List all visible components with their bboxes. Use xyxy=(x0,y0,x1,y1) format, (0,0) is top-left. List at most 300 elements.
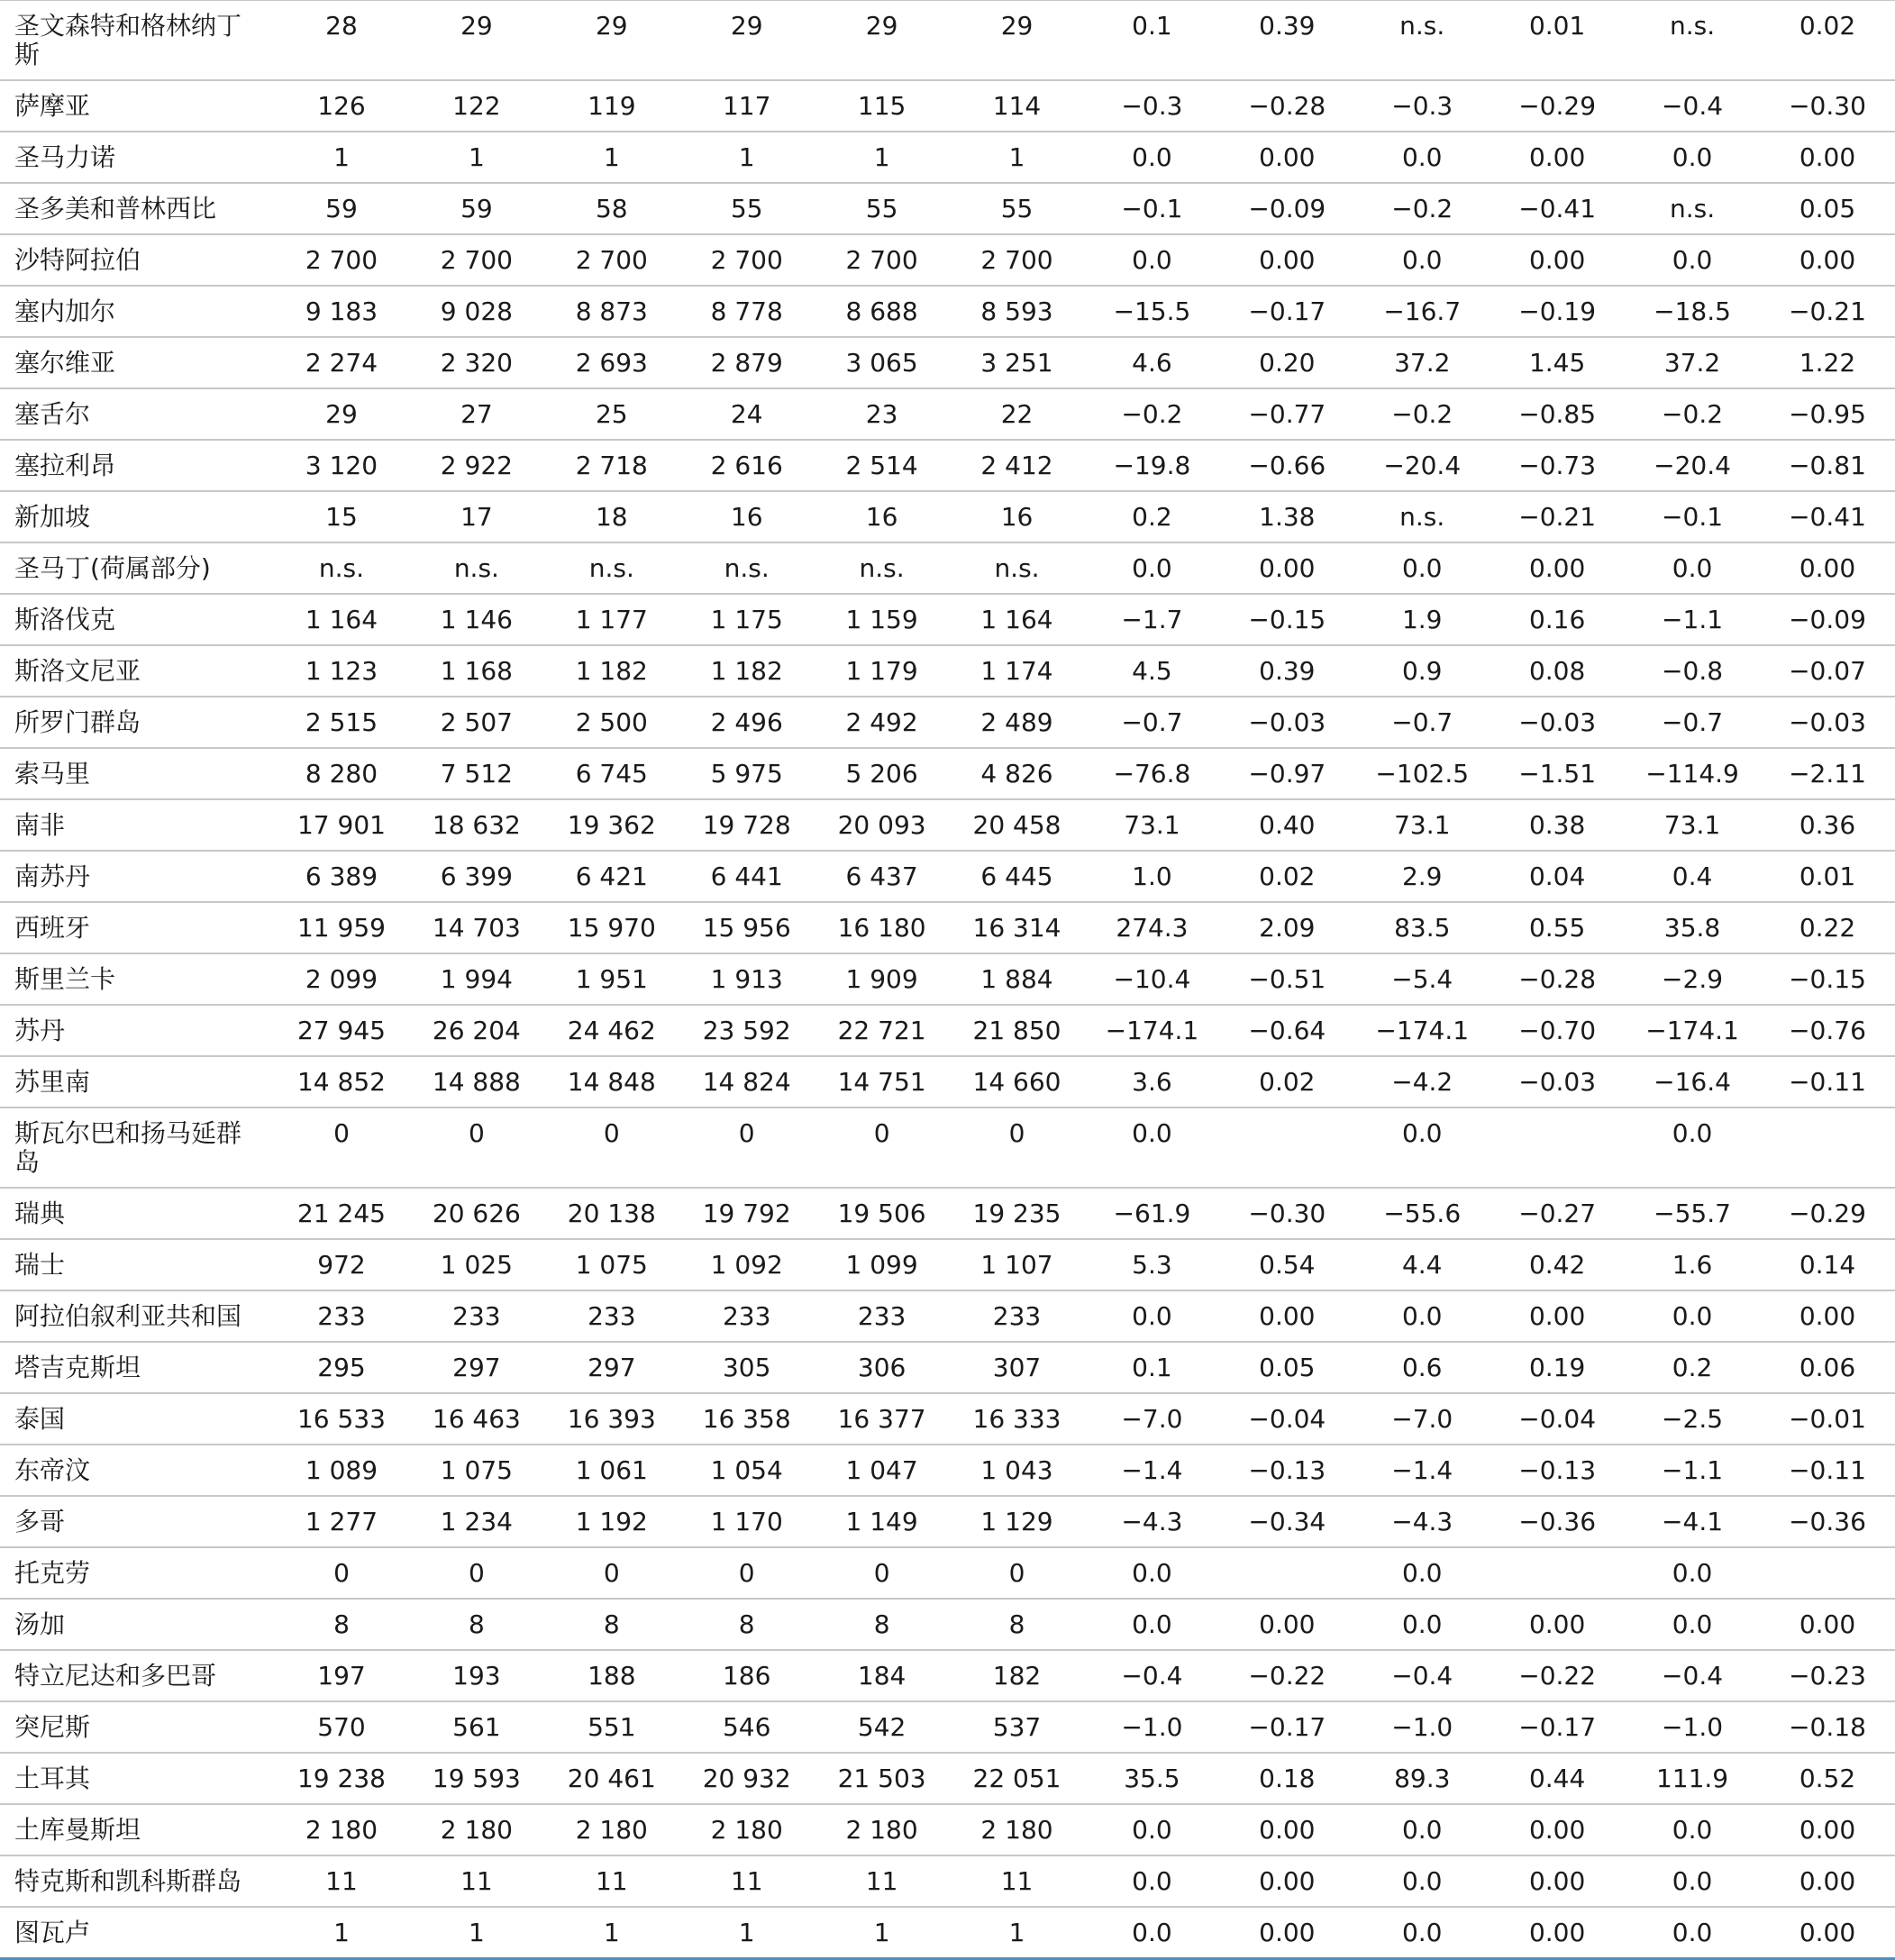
country-name-cell: 新加坡 xyxy=(0,491,274,542)
country-name-cell: 圣文森特和格林纳丁斯 xyxy=(0,1,274,81)
value-cell: −0.19 xyxy=(1490,286,1625,337)
country-name-cell: 托克劳 xyxy=(0,1547,274,1599)
value-cell: 0.02 xyxy=(1760,1,1895,81)
value-cell: −0.7 xyxy=(1625,697,1760,748)
value-cell: 274.3 xyxy=(1084,902,1219,953)
value-cell: 0.0 xyxy=(1625,1290,1760,1342)
value-cell: 1.22 xyxy=(1760,337,1895,388)
value-cell: 188 xyxy=(544,1650,679,1701)
value-cell: −1.1 xyxy=(1625,594,1760,645)
value-cell xyxy=(1760,1108,1895,1188)
table-row xyxy=(0,1290,1895,1342)
value-cell: 0.08 xyxy=(1490,645,1625,697)
value-cell: 0.6 xyxy=(1354,1342,1490,1393)
value-cell: −0.2 xyxy=(1354,183,1490,234)
value-cell: 197 xyxy=(274,1650,409,1701)
value-cell: 16 314 xyxy=(950,902,1085,953)
value-cell: −0.17 xyxy=(1219,286,1354,337)
value-cell: −1.0 xyxy=(1084,1701,1219,1753)
value-cell: 6 445 xyxy=(950,851,1085,902)
value-cell: n.s. xyxy=(274,542,409,594)
country-name-cell: 索马里 xyxy=(0,748,274,799)
country-name-cell: 特克斯和凯科斯群岛 xyxy=(0,1855,274,1907)
table-row xyxy=(0,183,1895,234)
value-cell: 5 206 xyxy=(815,748,950,799)
value-cell: 16 180 xyxy=(815,902,950,953)
value-cell: 2 700 xyxy=(950,234,1085,286)
value-cell: 1 123 xyxy=(274,645,409,697)
value-cell: 119 xyxy=(544,80,679,132)
table-row xyxy=(0,1056,1895,1108)
value-cell: −1.4 xyxy=(1084,1445,1219,1496)
value-cell: 0.0 xyxy=(1084,1907,1219,1959)
value-cell: 1 xyxy=(815,132,950,183)
value-cell: 184 xyxy=(815,1650,950,1701)
country-name-cell: 汤加 xyxy=(0,1599,274,1650)
value-cell: 8 873 xyxy=(544,286,679,337)
value-cell: 6 421 xyxy=(544,851,679,902)
value-cell: 0 xyxy=(950,1547,1085,1599)
value-cell: 2 700 xyxy=(544,234,679,286)
value-cell: 0.39 xyxy=(1219,645,1354,697)
value-cell: 0.0 xyxy=(1354,542,1490,594)
value-cell: 1 075 xyxy=(544,1239,679,1290)
value-cell: 1 159 xyxy=(815,594,950,645)
value-cell: 0.2 xyxy=(1625,1342,1760,1393)
country-name-cell: 斯洛伐克 xyxy=(0,594,274,645)
value-cell: 307 xyxy=(950,1342,1085,1393)
value-cell: 0.00 xyxy=(1760,1804,1895,1855)
value-cell: 111.9 xyxy=(1625,1753,1760,1804)
value-cell: 0.00 xyxy=(1490,1290,1625,1342)
value-cell: 83.5 xyxy=(1354,902,1490,953)
value-cell: 0.00 xyxy=(1490,1599,1625,1650)
value-cell: 8 280 xyxy=(274,748,409,799)
table-row xyxy=(0,1701,1895,1753)
country-name-cell: 斯里兰卡 xyxy=(0,953,274,1005)
country-name-cell: 萨摩亚 xyxy=(0,80,274,132)
value-cell: 15 xyxy=(274,491,409,542)
value-cell: 1 909 xyxy=(815,953,950,1005)
value-cell: −2.11 xyxy=(1760,748,1895,799)
value-cell: 14 703 xyxy=(409,902,544,953)
country-name-cell: 苏丹 xyxy=(0,1005,274,1056)
value-cell: 1 092 xyxy=(679,1239,815,1290)
value-cell: 233 xyxy=(815,1290,950,1342)
value-cell: 0.0 xyxy=(1625,1855,1760,1907)
value-cell: 1 129 xyxy=(950,1496,1085,1547)
value-cell: 20 093 xyxy=(815,799,950,851)
value-cell: 23 592 xyxy=(679,1005,815,1056)
table-row xyxy=(0,1907,1895,1959)
value-cell: 1 174 xyxy=(950,645,1085,697)
table-row xyxy=(0,851,1895,902)
value-cell: −0.04 xyxy=(1490,1393,1625,1445)
value-cell: 16 533 xyxy=(274,1393,409,1445)
value-cell: 1 089 xyxy=(274,1445,409,1496)
value-cell: 2 507 xyxy=(409,697,544,748)
country-name-cell: 塞尔维亚 xyxy=(0,337,274,388)
value-cell: 0.20 xyxy=(1219,337,1354,388)
value-cell: 0.00 xyxy=(1760,234,1895,286)
value-cell: −102.5 xyxy=(1354,748,1490,799)
country-name-cell: 突尼斯 xyxy=(0,1701,274,1753)
value-cell: −7.0 xyxy=(1084,1393,1219,1445)
value-cell: 0.00 xyxy=(1760,132,1895,183)
country-name-cell: 西班牙 xyxy=(0,902,274,953)
value-cell: 5 975 xyxy=(679,748,815,799)
value-cell: 9 183 xyxy=(274,286,409,337)
value-cell: −0.17 xyxy=(1219,1701,1354,1753)
value-cell: 19 235 xyxy=(950,1188,1085,1239)
value-cell: 0.0 xyxy=(1625,1547,1760,1599)
value-cell: 0.0 xyxy=(1084,1547,1219,1599)
value-cell: −0.27 xyxy=(1490,1188,1625,1239)
value-cell: 1 043 xyxy=(950,1445,1085,1496)
value-cell: 537 xyxy=(950,1701,1085,1753)
value-cell: 1 047 xyxy=(815,1445,950,1496)
table-row xyxy=(0,1650,1895,1701)
value-cell: 0.4 xyxy=(1625,851,1760,902)
value-cell: n.s. xyxy=(409,542,544,594)
value-cell: −76.8 xyxy=(1084,748,1219,799)
value-cell: 2.9 xyxy=(1354,851,1490,902)
value-cell: −0.29 xyxy=(1490,80,1625,132)
value-cell: −0.66 xyxy=(1219,440,1354,491)
value-cell: 23 xyxy=(815,388,950,440)
value-cell: 89.3 xyxy=(1354,1753,1490,1804)
value-cell: 1 164 xyxy=(274,594,409,645)
value-cell: 8 778 xyxy=(679,286,815,337)
value-cell: −174.1 xyxy=(1354,1005,1490,1056)
value-cell: 1 168 xyxy=(409,645,544,697)
value-cell: −16.4 xyxy=(1625,1056,1760,1108)
value-cell: 29 xyxy=(274,388,409,440)
value-cell: 0.38 xyxy=(1490,799,1625,851)
country-name-cell: 东帝汶 xyxy=(0,1445,274,1496)
value-cell: −1.0 xyxy=(1354,1701,1490,1753)
value-cell: 37.2 xyxy=(1625,337,1760,388)
value-cell: 186 xyxy=(679,1650,815,1701)
value-cell: 0 xyxy=(679,1547,815,1599)
value-cell: 1 107 xyxy=(950,1239,1085,1290)
value-cell: 73.1 xyxy=(1625,799,1760,851)
value-cell: 4.4 xyxy=(1354,1239,1490,1290)
value-cell: −0.2 xyxy=(1084,388,1219,440)
value-cell: 297 xyxy=(409,1342,544,1393)
country-name-cell: 苏里南 xyxy=(0,1056,274,1108)
value-cell: 2 489 xyxy=(950,697,1085,748)
value-cell xyxy=(1490,1547,1625,1599)
value-cell: 1 xyxy=(409,132,544,183)
value-cell: 1 884 xyxy=(950,953,1085,1005)
value-cell: 0.02 xyxy=(1219,851,1354,902)
value-cell: 0.01 xyxy=(1760,851,1895,902)
value-cell: 15 956 xyxy=(679,902,815,953)
value-cell: 14 848 xyxy=(544,1056,679,1108)
value-cell: 0.00 xyxy=(1490,542,1625,594)
value-cell: 58 xyxy=(544,183,679,234)
value-cell xyxy=(1760,1547,1895,1599)
value-cell: 26 204 xyxy=(409,1005,544,1056)
value-cell: 59 xyxy=(409,183,544,234)
table-row xyxy=(0,697,1895,748)
country-name-cell: 斯洛文尼亚 xyxy=(0,645,274,697)
value-cell: 0 xyxy=(274,1547,409,1599)
value-cell: 972 xyxy=(274,1239,409,1290)
table-row xyxy=(0,440,1895,491)
value-cell: 0.0 xyxy=(1354,132,1490,183)
value-cell: −0.36 xyxy=(1760,1496,1895,1547)
value-cell: 3 120 xyxy=(274,440,409,491)
value-cell: 0.55 xyxy=(1490,902,1625,953)
value-cell: 1 182 xyxy=(544,645,679,697)
value-cell: 1 149 xyxy=(815,1496,950,1547)
value-cell: 1 xyxy=(950,132,1085,183)
value-cell: 0.0 xyxy=(1084,1599,1219,1650)
table-row xyxy=(0,80,1895,132)
value-cell: −0.13 xyxy=(1219,1445,1354,1496)
value-cell: 1 075 xyxy=(409,1445,544,1496)
value-cell: 1.0 xyxy=(1084,851,1219,902)
country-name-cell: 斯瓦尔巴和扬马延群岛 xyxy=(0,1108,274,1188)
value-cell: −0.4 xyxy=(1354,1650,1490,1701)
value-cell: 16 xyxy=(679,491,815,542)
value-cell: 117 xyxy=(679,80,815,132)
country-name-cell: 瑞士 xyxy=(0,1239,274,1290)
value-cell: 0.0 xyxy=(1625,1804,1760,1855)
value-cell: 1 234 xyxy=(409,1496,544,1547)
value-cell: 0 xyxy=(274,1108,409,1188)
value-cell: −0.36 xyxy=(1490,1496,1625,1547)
value-cell: 14 824 xyxy=(679,1056,815,1108)
table-row xyxy=(0,748,1895,799)
table-row xyxy=(0,1108,1895,1188)
value-cell: 0 xyxy=(544,1547,679,1599)
value-cell: −0.41 xyxy=(1760,491,1895,542)
value-cell: 0.0 xyxy=(1625,1108,1760,1188)
value-cell: −0.70 xyxy=(1490,1005,1625,1056)
country-name-cell: 沙特阿拉伯 xyxy=(0,234,274,286)
value-cell: −174.1 xyxy=(1084,1005,1219,1056)
value-cell: 29 xyxy=(409,1,544,81)
value-cell: −4.3 xyxy=(1354,1496,1490,1547)
value-cell: 6 441 xyxy=(679,851,815,902)
value-cell: 0.0 xyxy=(1625,542,1760,594)
value-cell: 542 xyxy=(815,1701,950,1753)
value-cell: 6 437 xyxy=(815,851,950,902)
table-row xyxy=(0,1445,1895,1496)
value-cell: 27 xyxy=(409,388,544,440)
value-cell: −0.4 xyxy=(1625,80,1760,132)
value-cell: −174.1 xyxy=(1625,1005,1760,1056)
value-cell: 0.0 xyxy=(1354,1108,1490,1188)
value-cell: 0.0 xyxy=(1625,1599,1760,1650)
value-cell: −16.7 xyxy=(1354,286,1490,337)
value-cell: −0.15 xyxy=(1760,953,1895,1005)
value-cell: 0.00 xyxy=(1219,234,1354,286)
value-cell: 2 700 xyxy=(409,234,544,286)
value-cell xyxy=(1490,1108,1625,1188)
value-cell: 0 xyxy=(409,1547,544,1599)
value-cell: 4.5 xyxy=(1084,645,1219,697)
country-name-cell: 阿拉伯叙利亚共和国 xyxy=(0,1290,274,1342)
value-cell: 1 913 xyxy=(679,953,815,1005)
value-cell: 0.54 xyxy=(1219,1239,1354,1290)
value-cell: 2 492 xyxy=(815,697,950,748)
table-row xyxy=(0,902,1895,953)
value-cell: 9 028 xyxy=(409,286,544,337)
value-cell: −0.03 xyxy=(1490,1056,1625,1108)
value-cell: 0.40 xyxy=(1219,799,1354,851)
value-cell: 11 959 xyxy=(274,902,409,953)
value-cell: 2 616 xyxy=(679,440,815,491)
value-cell: 73.1 xyxy=(1084,799,1219,851)
value-cell: 2 099 xyxy=(274,953,409,1005)
value-cell: −0.28 xyxy=(1490,953,1625,1005)
value-cell: −0.30 xyxy=(1219,1188,1354,1239)
value-cell: 59 xyxy=(274,183,409,234)
value-cell: 1 xyxy=(679,1907,815,1959)
value-cell: −7.0 xyxy=(1354,1393,1490,1445)
value-cell: −55.7 xyxy=(1625,1188,1760,1239)
value-cell: 14 888 xyxy=(409,1056,544,1108)
value-cell: 0.00 xyxy=(1760,1290,1895,1342)
value-cell: −0.64 xyxy=(1219,1005,1354,1056)
value-cell: 0.00 xyxy=(1760,1855,1895,1907)
value-cell: −0.11 xyxy=(1760,1056,1895,1108)
value-cell: 0.9 xyxy=(1354,645,1490,697)
value-cell: 561 xyxy=(409,1701,544,1753)
value-cell: 0.00 xyxy=(1219,132,1354,183)
value-cell: 297 xyxy=(544,1342,679,1393)
value-cell: −0.3 xyxy=(1084,80,1219,132)
value-cell: 24 xyxy=(679,388,815,440)
value-cell: 0.00 xyxy=(1490,1855,1625,1907)
value-cell: 29 xyxy=(544,1,679,81)
value-cell: −4.1 xyxy=(1625,1496,1760,1547)
value-cell: n.s. xyxy=(1354,1,1490,81)
value-cell: 3 251 xyxy=(950,337,1085,388)
value-cell: 8 xyxy=(679,1599,815,1650)
value-cell: 0.0 xyxy=(1084,1804,1219,1855)
value-cell: 0.52 xyxy=(1760,1753,1895,1804)
value-cell: 305 xyxy=(679,1342,815,1393)
value-cell: 3.6 xyxy=(1084,1056,1219,1108)
value-cell: 16 333 xyxy=(950,1393,1085,1445)
value-cell: −20.4 xyxy=(1354,440,1490,491)
value-cell: 73.1 xyxy=(1354,799,1490,851)
value-cell: 7 512 xyxy=(409,748,544,799)
value-cell: 233 xyxy=(950,1290,1085,1342)
value-cell: −0.03 xyxy=(1490,697,1625,748)
value-cell: 55 xyxy=(950,183,1085,234)
value-cell: 0.0 xyxy=(1354,1290,1490,1342)
value-cell: 28 xyxy=(274,1,409,81)
value-cell: 2 700 xyxy=(815,234,950,286)
value-cell: 22 051 xyxy=(950,1753,1085,1804)
table-row xyxy=(0,234,1895,286)
value-cell: 193 xyxy=(409,1650,544,1701)
value-cell: 0.0 xyxy=(1354,1855,1490,1907)
value-cell: 24 462 xyxy=(544,1005,679,1056)
value-cell: −0.4 xyxy=(1625,1650,1760,1701)
value-cell: 1 xyxy=(950,1907,1085,1959)
country-name-cell: 圣马丁(荷属部分) xyxy=(0,542,274,594)
value-cell: 2 700 xyxy=(679,234,815,286)
value-cell: 14 751 xyxy=(815,1056,950,1108)
table-row xyxy=(0,1005,1895,1056)
value-cell: 0.1 xyxy=(1084,1,1219,81)
value-cell: 1 994 xyxy=(409,953,544,1005)
value-cell: 306 xyxy=(815,1342,950,1393)
value-cell: 1.45 xyxy=(1490,337,1625,388)
value-cell: 5.3 xyxy=(1084,1239,1219,1290)
country-name-cell: 土耳其 xyxy=(0,1753,274,1804)
value-cell: 4.6 xyxy=(1084,337,1219,388)
table-row xyxy=(0,645,1895,697)
value-cell: 2.09 xyxy=(1219,902,1354,953)
value-cell: 0.0 xyxy=(1625,1907,1760,1959)
value-cell: 8 xyxy=(409,1599,544,1650)
table-row xyxy=(0,1393,1895,1445)
value-cell: 122 xyxy=(409,80,544,132)
table-row xyxy=(0,1239,1895,1290)
value-cell: 0 xyxy=(950,1108,1085,1188)
value-cell: 1 xyxy=(409,1907,544,1959)
value-cell: 0.0 xyxy=(1354,234,1490,286)
value-cell: −0.30 xyxy=(1760,80,1895,132)
value-cell: 2 879 xyxy=(679,337,815,388)
value-cell: 2 922 xyxy=(409,440,544,491)
value-cell: 11 xyxy=(409,1855,544,1907)
value-cell: 14 660 xyxy=(950,1056,1085,1108)
value-cell: 0.00 xyxy=(1490,1907,1625,1959)
table-row xyxy=(0,1547,1895,1599)
value-cell: 570 xyxy=(274,1701,409,1753)
value-cell: 2 180 xyxy=(950,1804,1085,1855)
value-cell: 16 377 xyxy=(815,1393,950,1445)
value-cell: −0.51 xyxy=(1219,953,1354,1005)
value-cell: 546 xyxy=(679,1701,815,1753)
country-name-cell: 南非 xyxy=(0,799,274,851)
table-row xyxy=(0,953,1895,1005)
value-cell: 1 182 xyxy=(679,645,815,697)
value-cell: −0.2 xyxy=(1625,388,1760,440)
value-cell: −0.01 xyxy=(1760,1393,1895,1445)
country-name-cell: 圣多美和普林西比 xyxy=(0,183,274,234)
value-cell: −2.5 xyxy=(1625,1393,1760,1445)
value-cell: 0.0 xyxy=(1625,234,1760,286)
value-cell: −0.03 xyxy=(1760,697,1895,748)
table-row xyxy=(0,1496,1895,1547)
value-cell: 0.39 xyxy=(1219,1,1354,81)
value-cell: n.s. xyxy=(679,542,815,594)
value-cell: −0.8 xyxy=(1625,645,1760,697)
value-cell: 19 362 xyxy=(544,799,679,851)
value-cell: 25 xyxy=(544,388,679,440)
value-cell: −0.07 xyxy=(1760,645,1895,697)
value-cell: 17 xyxy=(409,491,544,542)
country-name-cell: 泰国 xyxy=(0,1393,274,1445)
value-cell: −0.3 xyxy=(1354,80,1490,132)
value-cell: 0.0 xyxy=(1354,1547,1490,1599)
value-cell: −20.4 xyxy=(1625,440,1760,491)
value-cell: 16 xyxy=(815,491,950,542)
value-cell: −0.03 xyxy=(1219,697,1354,748)
value-cell: 1 xyxy=(679,132,815,183)
value-cell: 20 138 xyxy=(544,1188,679,1239)
